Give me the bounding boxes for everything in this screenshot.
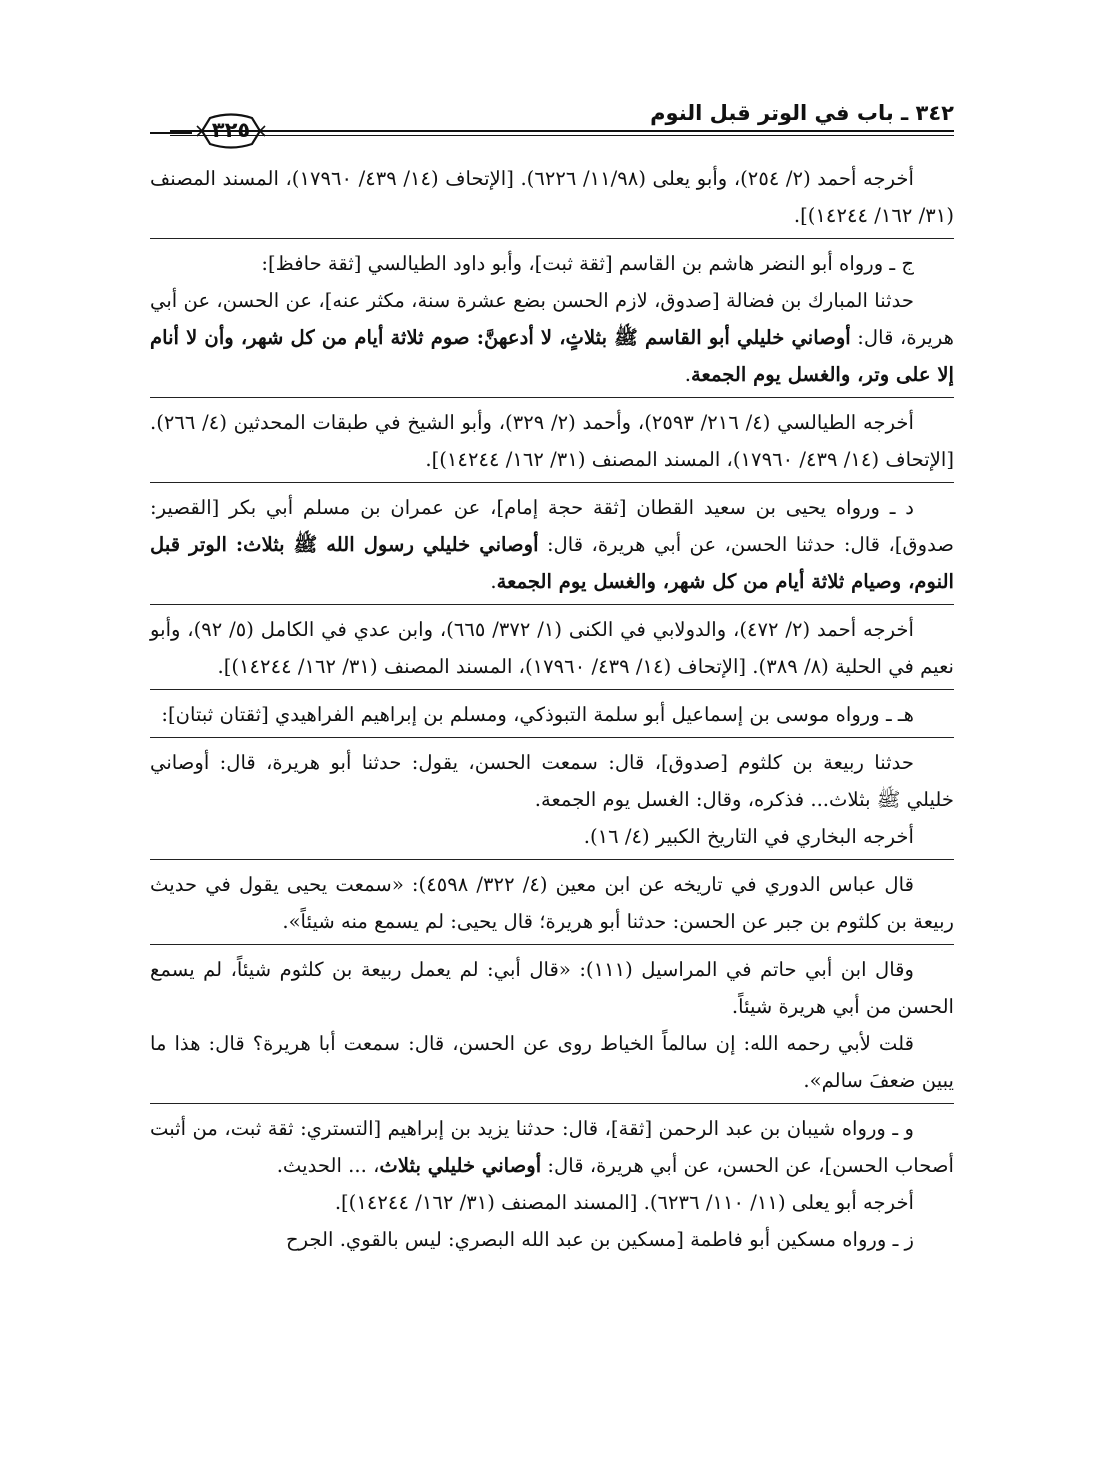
divider xyxy=(150,689,954,690)
divider xyxy=(150,604,954,605)
paragraph-15: ز ـ ورواه مسكين أبو فاطمة [مسكين بن عبد الله البصري: ليس بالقوي. الجرح xyxy=(285,1228,914,1251)
paragraph-11: وقال ابن أبي حاتم في المراسيل (١١١): «قال أبي: لم يعمل ربيعة بن كلثوم شيئاً، لم يسمع الحسن من أبي هريرة شيئاً. xyxy=(150,958,954,1018)
divider xyxy=(150,859,954,860)
header-rule-left xyxy=(150,132,192,134)
paragraph-3-text: حدثنا المبارك بن فضالة [صدوق، لازم الحسن بضع عشرة سنة، مكثر عنه]، عن الحسن، عن أبي هريرة، قال: xyxy=(150,289,954,349)
paragraph-10: قال عباس الدوري في تاريخه عن ابن معين (٤/ ٣٢٢/ ٤٥٩٨): «سمعت يحيى يقول في حديث ربيعة بن كلثوم بن جبر عن الحسن: حدثنا أبو هريرة؛ قال يحيى: لم يسمع منه شيئاً». xyxy=(150,873,954,933)
paragraph-3 xyxy=(150,282,954,393)
paragraph-14: أخرجه أبو يعلى (١١/ ١١٠/ ٦٢٣٦). [المسند المصنف (٣١/ ١٦٢/ ١٤٢٤٤)]. xyxy=(334,1191,914,1214)
divider xyxy=(150,482,954,483)
paragraph-13-text: و ـ ورواه شيبان بن عبد الرحمن [ثقة]، قال: حدثنا يزيد بن إبراهيم [التستري: ثقة ثبت، من أثبت أصحاب الحسن]، عن الحسن، عن أبي هريرة، قال: xyxy=(150,1117,954,1177)
page-number-badge xyxy=(192,112,270,150)
paragraph-5-end: . xyxy=(490,570,497,593)
paragraph-5-text: د ـ ورواه يحيى بن سعيد القطان [ثقة حجة إمام]، عن عمران بن مسلم أبي بكر [القصير: صدوق]، قال: حدثنا الحسن، عن أبي هريرة، قال: xyxy=(150,496,954,556)
paragraph-13-bold: أوصاني خليلي بثلاث xyxy=(379,1154,542,1177)
page-body xyxy=(150,160,954,1258)
paragraph-5 xyxy=(150,489,954,600)
paragraph-3-end: . xyxy=(684,363,691,386)
paragraph-6: أخرجه أحمد (٢/ ٤٧٢)، والدولابي في الكنى (١/ ٣٧٢/ ٦٦٥)، وابن عدي في الكامل (٥/ ٩٢)، وأبو نعيم في الحلية (٨/ ٣٨٩). [الإتحاف (١٤/ ٤٣٩/ ١٧٩٦٠)، المسند المصنف (٣١/ ١٦٢/ ١٤٢٤٤)]. xyxy=(150,618,954,678)
paragraph-9: أخرجه البخاري في التاريخ الكبير (٤/ ١٦). xyxy=(583,825,914,848)
divider xyxy=(150,1103,954,1104)
paragraph-2: ج ـ ورواه أبو النضر هاشم بن القاسم [ثقة ثبت]، وأبو داود الطيالسي [ثقة حافظ]: xyxy=(261,252,914,275)
paragraph-1: أخرجه أحمد (٢/ ٢٥٤)، وأبو يعلى (١١/٩٨/ ٦٢٢٦). [الإتحاف (١٤/ ٤٣٩/ ١٧٩٦٠)، المسند المصنف (٣١/ ١٦٢/ ١٤٢٤٤)]. xyxy=(150,167,954,227)
paragraph-3-bold: أوصاني خليلي أبو القاسم ﷺ بثلاثٍ، لا أدعهنَّ: صوم ثلاثة أيام من كل شهر، وأن لا أنام إلا على وتر، والغسل يوم الجمعة xyxy=(150,326,954,386)
paragraph-13 xyxy=(150,1110,954,1184)
header-rule-thin xyxy=(170,135,954,136)
header-rule xyxy=(170,130,954,132)
paragraph-8: حدثنا ربيعة بن كلثوم [صدوق]، قال: سمعت الحسن، يقول: حدثنا أبو هريرة، قال: أوصاني خليلي ﷺ بثلاث... فذكره، وقال: الغسل يوم الجمعة. xyxy=(150,751,954,811)
divider xyxy=(150,944,954,945)
paragraph-7: هـ ـ ورواه موسى بن إسماعيل أبو سلمة التبوذكي، ومسلم بن إبراهيم الفراهيدي [ثقتان ثبتان]: xyxy=(161,703,914,726)
paragraph-4: أخرجه الطيالسي (٤/ ٢١٦/ ٢٥٩٣)، وأحمد (٢/ ٣٢٩)، وأبو الشيخ في طبقات المحدثين (٤/ ٢٦٦). [الإتحاف (١٤/ ٤٣٩/ ١٧٩٦٠)، المسند المصنف (٣١/ ١٦٢/ ١٤٢٤٤)]. xyxy=(150,411,954,471)
chapter-title: ٣٤٢ ـ باب في الوتر قبل النوم xyxy=(650,101,954,125)
divider xyxy=(150,397,954,398)
paragraph-5-bold: أوصاني خليلي رسول الله ﷺ بثلاث: الوتر قبل النوم، وصيام ثلاثة أيام من كل شهر، والغسل يوم الجمعة xyxy=(150,533,954,593)
paragraph-12: قلت لأبي رحمه الله: إن سالماً الخياط روى عن الحسن، قال: سمعت أبا هريرة؟ قال: هذا ما يبين ضعفَ سالم». xyxy=(150,1032,954,1092)
divider xyxy=(150,737,954,738)
paragraph-13-end: ، ... الحديث. xyxy=(276,1154,380,1177)
divider xyxy=(150,238,954,239)
page-number: ٣٢٥ xyxy=(211,118,251,142)
page-header xyxy=(150,100,954,146)
